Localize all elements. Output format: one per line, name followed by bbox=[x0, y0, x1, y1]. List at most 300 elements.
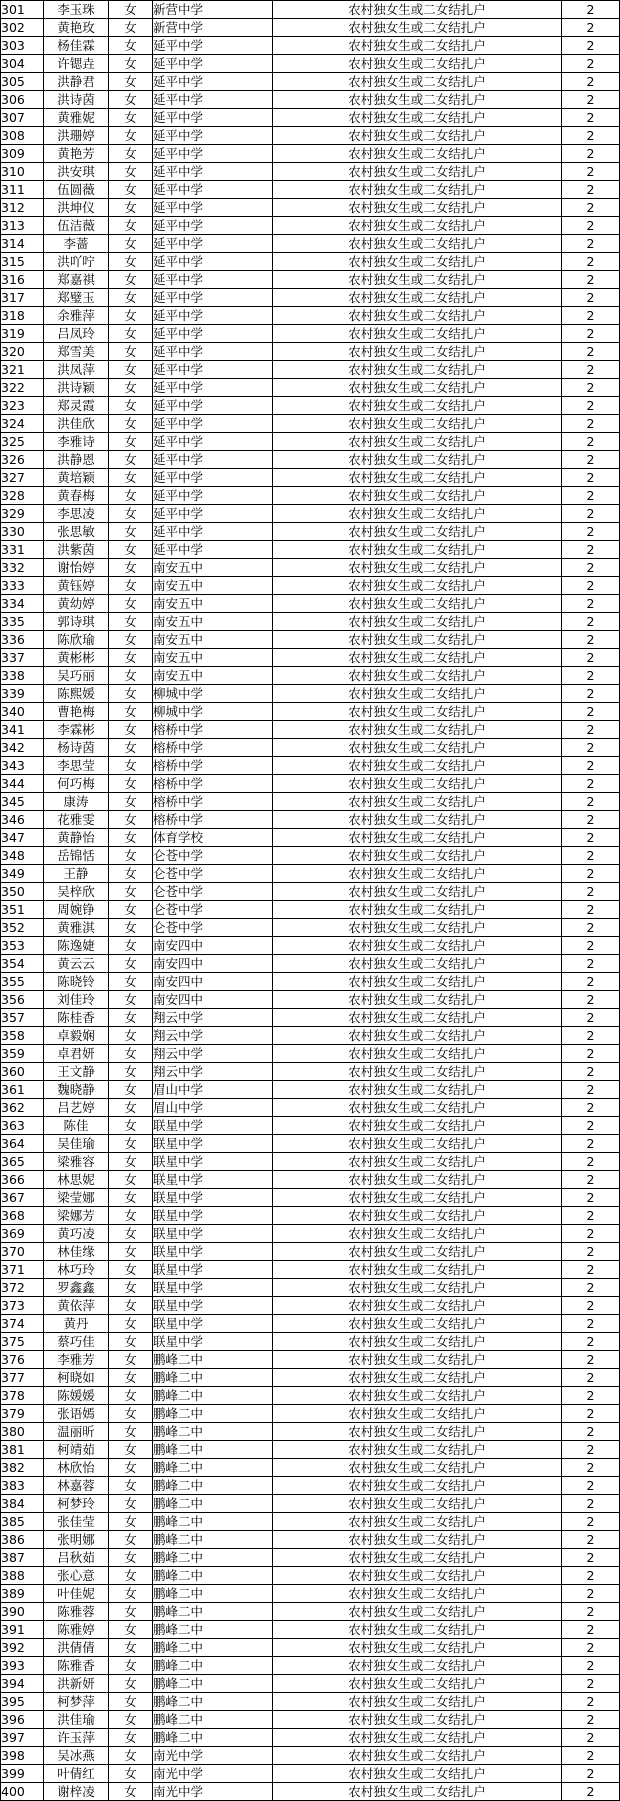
row-number-cell: 355 bbox=[1, 973, 44, 991]
points-cell: 2 bbox=[562, 1477, 620, 1495]
school-name-cell: 鹏峰二中 bbox=[153, 1459, 273, 1477]
category-cell: 农村独女生或二女结扎户 bbox=[273, 613, 562, 631]
student-name-cell: 洪佳欣 bbox=[44, 415, 109, 433]
gender-cell: 女 bbox=[109, 1207, 153, 1225]
table-row bbox=[1, 1063, 620, 1081]
table-row bbox=[1, 1549, 620, 1567]
row-number-cell: 327 bbox=[1, 469, 44, 487]
table-row bbox=[1, 1171, 620, 1189]
table-row bbox=[1, 1081, 620, 1099]
table-row bbox=[1, 1135, 620, 1153]
category-cell: 农村独女生或二女结扎户 bbox=[273, 1189, 562, 1207]
school-name-cell: 眉山中学 bbox=[153, 1081, 273, 1099]
student-name-cell: 洪静君 bbox=[44, 73, 109, 91]
points-cell: 2 bbox=[562, 559, 620, 577]
school-name-cell: 联星中学 bbox=[153, 1315, 273, 1333]
school-name-cell: 鹏峰二中 bbox=[153, 1621, 273, 1639]
row-number-cell: 380 bbox=[1, 1423, 44, 1441]
school-name-cell: 柳城中学 bbox=[153, 703, 273, 721]
points-cell: 2 bbox=[562, 199, 620, 217]
row-number-cell: 374 bbox=[1, 1315, 44, 1333]
table-row bbox=[1, 217, 620, 235]
school-name-cell: 延平中学 bbox=[153, 343, 273, 361]
points-cell: 2 bbox=[562, 379, 620, 397]
row-number-cell: 318 bbox=[1, 307, 44, 325]
student-name-cell: 黄丹 bbox=[44, 1315, 109, 1333]
school-name-cell: 延平中学 bbox=[153, 235, 273, 253]
student-name-cell: 卓君妍 bbox=[44, 1045, 109, 1063]
school-name-cell: 延平中学 bbox=[153, 307, 273, 325]
table-row bbox=[1, 415, 620, 433]
row-number-cell: 332 bbox=[1, 559, 44, 577]
student-name-cell: 伍圆薇 bbox=[44, 181, 109, 199]
gender-cell: 女 bbox=[109, 1189, 153, 1207]
school-name-cell: 榕桥中学 bbox=[153, 793, 273, 811]
table-row bbox=[1, 1477, 620, 1495]
school-name-cell: 鹏峰二中 bbox=[153, 1711, 273, 1729]
row-number-cell: 303 bbox=[1, 37, 44, 55]
category-cell: 农村独女生或二女结扎户 bbox=[273, 865, 562, 883]
gender-cell: 女 bbox=[109, 991, 153, 1009]
student-name-cell: 谢梓凌 bbox=[44, 1783, 109, 1801]
school-name-cell: 南光中学 bbox=[153, 1765, 273, 1783]
student-name-cell: 梁雅容 bbox=[44, 1153, 109, 1171]
gender-cell: 女 bbox=[109, 451, 153, 469]
school-name-cell: 联星中学 bbox=[153, 1189, 273, 1207]
school-name-cell: 延平中学 bbox=[153, 91, 273, 109]
student-name-cell: 陈逸婕 bbox=[44, 937, 109, 955]
row-number-cell: 353 bbox=[1, 937, 44, 955]
table-row bbox=[1, 1297, 620, 1315]
table-row bbox=[1, 253, 620, 271]
table-row bbox=[1, 1423, 620, 1441]
table-row bbox=[1, 1747, 620, 1765]
gender-cell: 女 bbox=[109, 631, 153, 649]
gender-cell: 女 bbox=[109, 145, 153, 163]
student-name-cell: 叶倩红 bbox=[44, 1765, 109, 1783]
school-name-cell: 南安五中 bbox=[153, 559, 273, 577]
row-number-cell: 385 bbox=[1, 1513, 44, 1531]
school-name-cell: 鹏峰二中 bbox=[153, 1369, 273, 1387]
table-row bbox=[1, 1369, 620, 1387]
points-cell: 2 bbox=[562, 1531, 620, 1549]
points-cell: 2 bbox=[562, 1189, 620, 1207]
student-name-cell: 陈欣瑜 bbox=[44, 631, 109, 649]
gender-cell: 女 bbox=[109, 1, 153, 19]
points-cell: 2 bbox=[562, 1099, 620, 1117]
gender-cell: 女 bbox=[109, 865, 153, 883]
points-cell: 2 bbox=[562, 721, 620, 739]
category-cell: 农村独女生或二女结扎户 bbox=[273, 145, 562, 163]
category-cell: 农村独女生或二女结扎户 bbox=[273, 523, 562, 541]
gender-cell: 女 bbox=[109, 487, 153, 505]
table-row bbox=[1, 451, 620, 469]
row-number-cell: 336 bbox=[1, 631, 44, 649]
school-name-cell: 联星中学 bbox=[153, 1297, 273, 1315]
points-cell: 2 bbox=[562, 1729, 620, 1747]
category-cell: 农村独女生或二女结扎户 bbox=[273, 343, 562, 361]
gender-cell: 女 bbox=[109, 1639, 153, 1657]
category-cell: 农村独女生或二女结扎户 bbox=[273, 19, 562, 37]
gender-cell: 女 bbox=[109, 235, 153, 253]
school-name-cell: 延平中学 bbox=[153, 397, 273, 415]
student-name-cell: 郑雪美 bbox=[44, 343, 109, 361]
row-number-cell: 305 bbox=[1, 73, 44, 91]
student-name-cell: 许锶垚 bbox=[44, 55, 109, 73]
category-cell: 农村独女生或二女结扎户 bbox=[273, 1621, 562, 1639]
category-cell: 农村独女生或二女结扎户 bbox=[273, 667, 562, 685]
student-name-cell: 吕凤玲 bbox=[44, 325, 109, 343]
category-cell: 农村独女生或二女结扎户 bbox=[273, 685, 562, 703]
gender-cell: 女 bbox=[109, 523, 153, 541]
student-name-cell: 吕艺婷 bbox=[44, 1099, 109, 1117]
category-cell: 农村独女生或二女结扎户 bbox=[273, 1063, 562, 1081]
table-row bbox=[1, 1459, 620, 1477]
points-cell: 2 bbox=[562, 1045, 620, 1063]
row-number-cell: 375 bbox=[1, 1333, 44, 1351]
gender-cell: 女 bbox=[109, 433, 153, 451]
category-cell: 农村独女生或二女结扎户 bbox=[273, 829, 562, 847]
gender-cell: 女 bbox=[109, 1387, 153, 1405]
table-row bbox=[1, 739, 620, 757]
category-cell: 农村独女生或二女结扎户 bbox=[273, 325, 562, 343]
points-cell: 2 bbox=[562, 1693, 620, 1711]
points-cell: 2 bbox=[562, 649, 620, 667]
student-name-cell: 杨佳霖 bbox=[44, 37, 109, 55]
row-number-cell: 335 bbox=[1, 613, 44, 631]
table-row bbox=[1, 577, 620, 595]
table-row bbox=[1, 1639, 620, 1657]
gender-cell: 女 bbox=[109, 757, 153, 775]
row-number-cell: 311 bbox=[1, 181, 44, 199]
gender-cell: 女 bbox=[109, 829, 153, 847]
row-number-cell: 345 bbox=[1, 793, 44, 811]
gender-cell: 女 bbox=[109, 343, 153, 361]
table-row bbox=[1, 1027, 620, 1045]
row-number-cell: 338 bbox=[1, 667, 44, 685]
student-name-cell: 张明娜 bbox=[44, 1531, 109, 1549]
table-row bbox=[1, 433, 620, 451]
table-row bbox=[1, 1405, 620, 1423]
school-name-cell: 鹏峰二中 bbox=[153, 1495, 273, 1513]
school-name-cell: 延平中学 bbox=[153, 55, 273, 73]
category-cell: 农村独女生或二女结扎户 bbox=[273, 1351, 562, 1369]
category-cell: 农村独女生或二女结扎户 bbox=[273, 1783, 562, 1801]
row-number-cell: 339 bbox=[1, 685, 44, 703]
category-cell: 农村独女生或二女结扎户 bbox=[273, 1603, 562, 1621]
student-name-cell: 杨诗茵 bbox=[44, 739, 109, 757]
category-cell: 农村独女生或二女结扎户 bbox=[273, 1585, 562, 1603]
category-cell: 农村独女生或二女结扎户 bbox=[273, 1261, 562, 1279]
row-number-cell: 321 bbox=[1, 361, 44, 379]
points-cell: 2 bbox=[562, 883, 620, 901]
points-cell: 2 bbox=[562, 1351, 620, 1369]
gender-cell: 女 bbox=[109, 775, 153, 793]
school-name-cell: 仑苍中学 bbox=[153, 919, 273, 937]
row-number-cell: 360 bbox=[1, 1063, 44, 1081]
table-row bbox=[1, 883, 620, 901]
student-name-cell: 黄培颖 bbox=[44, 469, 109, 487]
gender-cell: 女 bbox=[109, 1657, 153, 1675]
row-number-cell: 397 bbox=[1, 1729, 44, 1747]
table-row bbox=[1, 1225, 620, 1243]
school-name-cell: 联星中学 bbox=[153, 1153, 273, 1171]
gender-cell: 女 bbox=[109, 721, 153, 739]
table-row bbox=[1, 1009, 620, 1027]
row-number-cell: 357 bbox=[1, 1009, 44, 1027]
row-number-cell: 371 bbox=[1, 1261, 44, 1279]
category-cell: 农村独女生或二女结扎户 bbox=[273, 793, 562, 811]
student-name-cell: 梁娜芳 bbox=[44, 1207, 109, 1225]
table-row bbox=[1, 1189, 620, 1207]
row-number-cell: 320 bbox=[1, 343, 44, 361]
student-name-cell: 陈雅婷 bbox=[44, 1621, 109, 1639]
school-name-cell: 南安四中 bbox=[153, 991, 273, 1009]
row-number-cell: 352 bbox=[1, 919, 44, 937]
student-name-cell: 曹艳梅 bbox=[44, 703, 109, 721]
student-name-cell: 黄巧凌 bbox=[44, 1225, 109, 1243]
points-cell: 2 bbox=[562, 55, 620, 73]
student-name-cell: 郑璧玉 bbox=[44, 289, 109, 307]
table-row bbox=[1, 1567, 620, 1585]
row-number-cell: 307 bbox=[1, 109, 44, 127]
student-name-cell: 洪诗颖 bbox=[44, 379, 109, 397]
gender-cell: 女 bbox=[109, 595, 153, 613]
student-name-cell: 罗鑫鑫 bbox=[44, 1279, 109, 1297]
row-number-cell: 398 bbox=[1, 1747, 44, 1765]
table-row bbox=[1, 955, 620, 973]
student-name-cell: 卓毅娴 bbox=[44, 1027, 109, 1045]
category-cell: 农村独女生或二女结扎户 bbox=[273, 739, 562, 757]
category-cell: 农村独女生或二女结扎户 bbox=[273, 73, 562, 91]
student-name-cell: 许玉萍 bbox=[44, 1729, 109, 1747]
school-name-cell: 鹏峰二中 bbox=[153, 1387, 273, 1405]
school-name-cell: 延平中学 bbox=[153, 451, 273, 469]
school-name-cell: 延平中学 bbox=[153, 37, 273, 55]
school-name-cell: 鹏峰二中 bbox=[153, 1675, 273, 1693]
student-name-cell: 李雅诗 bbox=[44, 433, 109, 451]
student-name-cell: 柯晓如 bbox=[44, 1369, 109, 1387]
category-cell: 农村独女生或二女结扎户 bbox=[273, 1531, 562, 1549]
points-cell: 2 bbox=[562, 1675, 620, 1693]
points-cell: 2 bbox=[562, 1153, 620, 1171]
row-number-cell: 366 bbox=[1, 1171, 44, 1189]
school-name-cell: 体育学校 bbox=[153, 829, 273, 847]
points-cell: 2 bbox=[562, 1567, 620, 1585]
gender-cell: 女 bbox=[109, 1261, 153, 1279]
category-cell: 农村独女生或二女结扎户 bbox=[273, 1225, 562, 1243]
table-row bbox=[1, 505, 620, 523]
student-name-cell: 黄雅妮 bbox=[44, 109, 109, 127]
school-name-cell: 联星中学 bbox=[153, 1171, 273, 1189]
gender-cell: 女 bbox=[109, 1531, 153, 1549]
table-row bbox=[1, 1675, 620, 1693]
student-name-cell: 郑嘉祺 bbox=[44, 271, 109, 289]
gender-cell: 女 bbox=[109, 397, 153, 415]
student-name-cell: 周婉铮 bbox=[44, 901, 109, 919]
points-cell: 2 bbox=[562, 1261, 620, 1279]
category-cell: 农村独女生或二女结扎户 bbox=[273, 1243, 562, 1261]
student-name-cell: 陈雅香 bbox=[44, 1657, 109, 1675]
row-number-cell: 396 bbox=[1, 1711, 44, 1729]
school-name-cell: 延平中学 bbox=[153, 379, 273, 397]
gender-cell: 女 bbox=[109, 1675, 153, 1693]
school-name-cell: 延平中学 bbox=[153, 73, 273, 91]
school-name-cell: 延平中学 bbox=[153, 253, 273, 271]
student-name-cell: 黄幼婷 bbox=[44, 595, 109, 613]
gender-cell: 女 bbox=[109, 1063, 153, 1081]
points-cell: 2 bbox=[562, 253, 620, 271]
row-number-cell: 364 bbox=[1, 1135, 44, 1153]
school-name-cell: 延平中学 bbox=[153, 433, 273, 451]
row-number-cell: 334 bbox=[1, 595, 44, 613]
row-number-cell: 358 bbox=[1, 1027, 44, 1045]
table-row bbox=[1, 703, 620, 721]
gender-cell: 女 bbox=[109, 811, 153, 829]
school-name-cell: 新营中学 bbox=[153, 1, 273, 19]
student-name-cell: 黄艳玫 bbox=[44, 19, 109, 37]
category-cell: 农村独女生或二女结扎户 bbox=[273, 55, 562, 73]
school-name-cell: 鹏峰二中 bbox=[153, 1441, 273, 1459]
points-cell: 2 bbox=[562, 1747, 620, 1765]
category-cell: 农村独女生或二女结扎户 bbox=[273, 217, 562, 235]
row-number-cell: 316 bbox=[1, 271, 44, 289]
table-row bbox=[1, 1531, 620, 1549]
table-row bbox=[1, 37, 620, 55]
gender-cell: 女 bbox=[109, 1495, 153, 1513]
points-cell: 2 bbox=[562, 991, 620, 1009]
gender-cell: 女 bbox=[109, 1333, 153, 1351]
points-cell: 2 bbox=[562, 1243, 620, 1261]
category-cell: 农村独女生或二女结扎户 bbox=[273, 847, 562, 865]
points-cell: 2 bbox=[562, 19, 620, 37]
student-name-cell: 黄钰婷 bbox=[44, 577, 109, 595]
student-name-cell: 林巧玲 bbox=[44, 1261, 109, 1279]
points-cell: 2 bbox=[562, 289, 620, 307]
student-name-cell: 伍洁薇 bbox=[44, 217, 109, 235]
category-cell: 农村独女生或二女结扎户 bbox=[273, 397, 562, 415]
category-cell: 农村独女生或二女结扎户 bbox=[273, 505, 562, 523]
category-cell: 农村独女生或二女结扎户 bbox=[273, 1117, 562, 1135]
row-number-cell: 399 bbox=[1, 1765, 44, 1783]
row-number-cell: 301 bbox=[1, 1, 44, 19]
category-cell: 农村独女生或二女结扎户 bbox=[273, 811, 562, 829]
points-cell: 2 bbox=[562, 1369, 620, 1387]
points-cell: 2 bbox=[562, 811, 620, 829]
category-cell: 农村独女生或二女结扎户 bbox=[273, 127, 562, 145]
gender-cell: 女 bbox=[109, 559, 153, 577]
row-number-cell: 319 bbox=[1, 325, 44, 343]
category-cell: 农村独女生或二女结扎户 bbox=[273, 253, 562, 271]
school-name-cell: 鹏峰二中 bbox=[153, 1549, 273, 1567]
points-cell: 2 bbox=[562, 1441, 620, 1459]
gender-cell: 女 bbox=[109, 253, 153, 271]
category-cell: 农村独女生或二女结扎户 bbox=[273, 1135, 562, 1153]
table-row bbox=[1, 289, 620, 307]
category-cell: 农村独女生或二女结扎户 bbox=[273, 1009, 562, 1027]
points-cell: 2 bbox=[562, 703, 620, 721]
row-number-cell: 343 bbox=[1, 757, 44, 775]
points-cell: 2 bbox=[562, 1135, 620, 1153]
table-row bbox=[1, 91, 620, 109]
school-name-cell: 鹏峰二中 bbox=[153, 1729, 273, 1747]
points-cell: 2 bbox=[562, 955, 620, 973]
student-name-cell: 洪安琪 bbox=[44, 163, 109, 181]
gender-cell: 女 bbox=[109, 1459, 153, 1477]
table-row bbox=[1, 55, 620, 73]
student-name-cell: 洪佳瑜 bbox=[44, 1711, 109, 1729]
category-cell: 农村独女生或二女结扎户 bbox=[273, 451, 562, 469]
gender-cell: 女 bbox=[109, 883, 153, 901]
row-number-cell: 328 bbox=[1, 487, 44, 505]
table-row bbox=[1, 559, 620, 577]
gender-cell: 女 bbox=[109, 505, 153, 523]
school-name-cell: 南安五中 bbox=[153, 649, 273, 667]
points-cell: 2 bbox=[562, 127, 620, 145]
points-cell: 2 bbox=[562, 1711, 620, 1729]
row-number-cell: 313 bbox=[1, 217, 44, 235]
row-number-cell: 387 bbox=[1, 1549, 44, 1567]
table-row bbox=[1, 235, 620, 253]
school-name-cell: 延平中学 bbox=[153, 325, 273, 343]
student-name-cell: 康涛 bbox=[44, 793, 109, 811]
category-cell: 农村独女生或二女结扎户 bbox=[273, 469, 562, 487]
table-row bbox=[1, 1513, 620, 1531]
school-name-cell: 南安五中 bbox=[153, 577, 273, 595]
points-cell: 2 bbox=[562, 631, 620, 649]
student-name-cell: 黄云云 bbox=[44, 955, 109, 973]
points-cell: 2 bbox=[562, 181, 620, 199]
table-row bbox=[1, 829, 620, 847]
points-cell: 2 bbox=[562, 1621, 620, 1639]
school-name-cell: 鹏峰二中 bbox=[153, 1603, 273, 1621]
points-cell: 2 bbox=[562, 145, 620, 163]
points-cell: 2 bbox=[562, 505, 620, 523]
gender-cell: 女 bbox=[109, 541, 153, 559]
table-row bbox=[1, 145, 620, 163]
student-name-cell: 李霖彬 bbox=[44, 721, 109, 739]
table-row bbox=[1, 973, 620, 991]
category-cell: 农村独女生或二女结扎户 bbox=[273, 955, 562, 973]
gender-cell: 女 bbox=[109, 613, 153, 631]
table-row bbox=[1, 613, 620, 631]
points-cell: 2 bbox=[562, 1081, 620, 1099]
student-name-cell: 陈桂香 bbox=[44, 1009, 109, 1027]
gender-cell: 女 bbox=[109, 1423, 153, 1441]
gender-cell: 女 bbox=[109, 1027, 153, 1045]
school-name-cell: 榕桥中学 bbox=[153, 721, 273, 739]
category-cell: 农村独女生或二女结扎户 bbox=[273, 415, 562, 433]
student-name-cell: 何巧梅 bbox=[44, 775, 109, 793]
points-cell: 2 bbox=[562, 469, 620, 487]
school-name-cell: 南安五中 bbox=[153, 631, 273, 649]
gender-cell: 女 bbox=[109, 973, 153, 991]
points-cell: 2 bbox=[562, 937, 620, 955]
row-number-cell: 329 bbox=[1, 505, 44, 523]
points-cell: 2 bbox=[562, 1495, 620, 1513]
school-name-cell: 鹏峰二中 bbox=[153, 1351, 273, 1369]
category-cell: 农村独女生或二女结扎户 bbox=[273, 163, 562, 181]
school-name-cell: 榕桥中学 bbox=[153, 739, 273, 757]
table-row bbox=[1, 541, 620, 559]
row-number-cell: 378 bbox=[1, 1387, 44, 1405]
table-row bbox=[1, 1711, 620, 1729]
table-row bbox=[1, 1153, 620, 1171]
gender-cell: 女 bbox=[109, 1603, 153, 1621]
gender-cell: 女 bbox=[109, 1441, 153, 1459]
row-number-cell: 367 bbox=[1, 1189, 44, 1207]
student-name-cell: 王静 bbox=[44, 865, 109, 883]
